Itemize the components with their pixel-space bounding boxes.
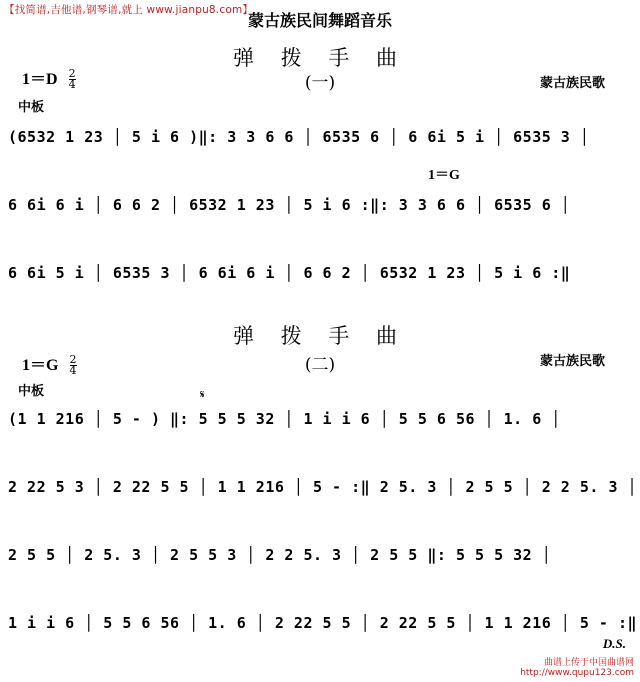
piece1-key-change: 1＝G — [428, 168, 460, 183]
piece2-key-signature — [22, 352, 77, 376]
piece1-score-line-3: 6 6i 5 i │ 6535 3 │ 6 6i 6 i │ 6 6 2 │ 6532 1 23 │ 5 i 6 :‖ — [8, 264, 571, 282]
piece1-score-line-1: (6532 1 23 │ 5 i 6 )‖: 3 3 6 6 │ 6535 6 │ 6 6i 5 i │ 6535 3 │ — [8, 128, 590, 146]
piece1-composer: 蒙古族民歌 — [540, 76, 606, 91]
piece1-tempo: 中板 — [18, 100, 45, 115]
piece2-key: 1＝G — [22, 357, 59, 374]
footer-watermark-line-1: 曲谱上传于中国曲谱网 — [543, 658, 634, 668]
footer-watermark-line-2: http://www.qupu123.com — [520, 668, 634, 678]
time-top: 2 — [68, 67, 76, 80]
piece1-key-signature — [22, 66, 76, 90]
piece2-number: (二) — [304, 355, 336, 375]
time-bottom: 4 — [68, 78, 76, 91]
piece2-score-line-2: 2 22 5 3 │ 2 22 5 5 │ 1 1 216 │ 5 - :‖ 2 5. 3 │ 2 5 5 │ 2 2 5. 3 │ — [8, 478, 638, 496]
piece1-score-line-2: 6 6i 6 i │ 6 6 2 │ 6532 1 23 │ 5 i 6 :‖: 3 3 6 6 │ 6535 6 │ — [8, 196, 571, 214]
piece2-tempo: 中板 — [18, 384, 45, 399]
piece2-score-line-4: 1 i i 6 │ 5 5 6 56 │ 1. 6 │ 2 22 5 5 │ 2 22 5 5 │ 1 1 216 │ 5 - :‖ — [8, 614, 638, 632]
piece1-key: 1＝D — [22, 71, 58, 88]
site-watermark: 【找简谱,吉他谱,钢琴谱,就上 www.jianpu8.com】 — [4, 4, 254, 16]
piece2-time-signature — [70, 355, 77, 376]
piece2-score-line-3: 2 5 5 │ 2 5. 3 │ 2 5 5 3 │ 2 2 5. 3 │ 2 5 5 ‖: 5 5 5 32 │ — [8, 546, 552, 564]
piece2-composer: 蒙古族民歌 — [540, 354, 606, 369]
dal-segno-mark: D.S. — [602, 636, 626, 651]
piece1-time-signature — [69, 69, 76, 90]
collection-title: 蒙古族民间舞蹈音乐 — [247, 11, 392, 30]
footer-watermark — [520, 658, 634, 678]
piece2-score-line-1: (1 1 216 │ 5 - ) ‖: 5 5 5 32 │ 1 i i 6 │ 5 5 6 56 │ 1. 6 │ — [8, 410, 561, 428]
segno-sign: 𝄋 — [200, 388, 205, 401]
time-top: 2 — [69, 353, 77, 366]
piece2-title: 弹 拨 手 曲 — [232, 324, 408, 348]
piece1-title: 弹 拨 手 曲 — [232, 46, 408, 70]
time-bottom: 4 — [69, 364, 77, 377]
piece1-number: (一) — [304, 73, 336, 93]
